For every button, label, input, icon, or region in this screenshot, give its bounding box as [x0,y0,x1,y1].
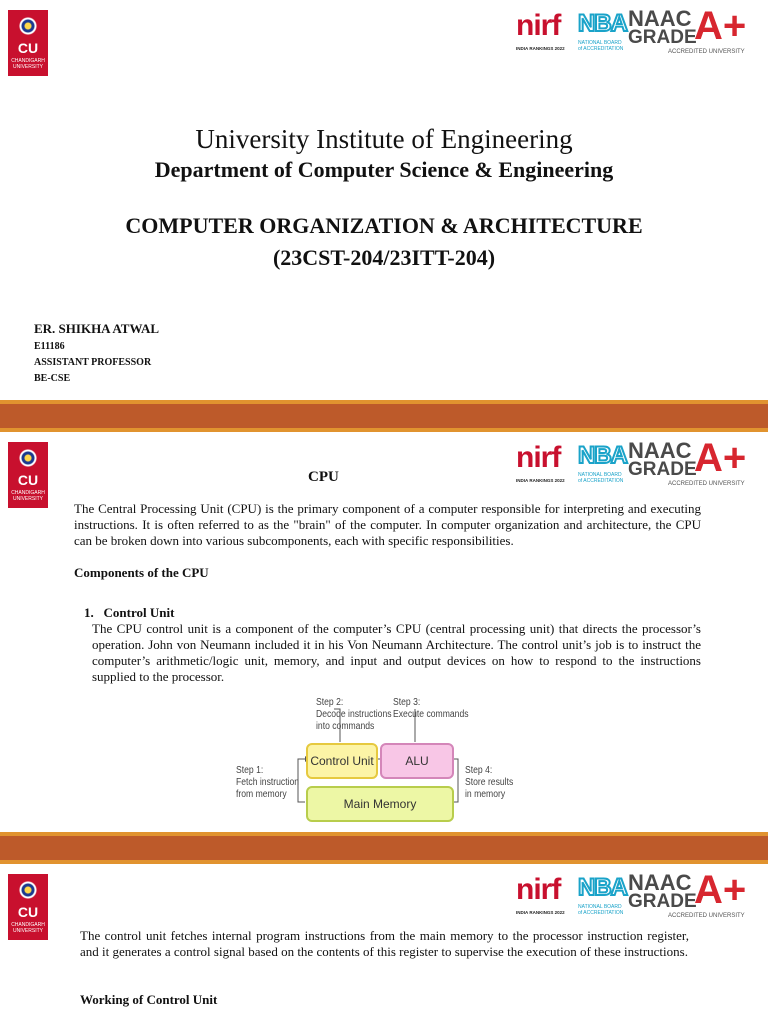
naac-grade: A+ [694,436,747,480]
nirf-logo-text: nirf [516,9,561,42]
naac-grade-word: GRADE [628,459,697,480]
step2-text: Step 2: Decode instructions into commands [316,697,392,732]
nba-tag-line-2: of ACCREDITATION [578,478,624,484]
step3-text: Step 3: Execute commands [393,697,469,720]
control-unit-fetch-paragraph: The control unit fetches internal program instructions from the main memory to the processor instruction register, and it generates a control signal based on the contents of this register to supervise the execution of these instructions. [80,928,689,959]
title-slide [0,0,768,400]
step1-text: Step 1: Fetch instruction from memory [236,765,300,800]
cu-logo-subtext: CHANDIGARH UNIVERSITY [11,922,45,934]
nirf-logo-tag: INDIA RANKINGS 2022 [516,46,565,51]
naac-logo-text: NAAC [628,870,692,895]
chandigarh-university-logo [8,10,48,76]
control-unit-diagram [228,687,514,827]
cpu-intro-paragraph: The Central Processing Unit (CPU) is the primary component of a computer responsible for interpreting and executing instructions. It is often referred to as the "brain" of the computer. In computer organization and architecture, the CPU can be broken down into various subcomponents, each with specific responsibilities. [74,501,701,548]
control-unit-box: Control Unit [306,743,378,779]
nba-tag-line-2: of ACCREDITATION [578,910,624,916]
author-department: BE-CSE [34,373,71,384]
cu-logo-subtext: CHANDIGARH UNIVERSITY [11,490,45,502]
nba-logo [578,442,627,488]
naac-logo [628,868,760,922]
nirf-logo [516,874,572,920]
nba-logo-text: NBA [578,874,627,901]
naac-logo [628,436,760,490]
naac-accredited-text: ACCREDITED UNIVERSITY [668,481,745,487]
nba-tag-line-2: of ACCREDITATION [578,46,624,52]
naac-grade-word: GRADE [628,891,697,912]
control-unit-slide [0,864,768,1024]
alu-box: ALU [380,743,454,779]
naac-accredited-text: ACCREDITED UNIVERSITY [668,49,745,55]
cu-emblem-icon [16,878,40,902]
nirf-logo-tag: INDIA RANKINGS 2022 [516,478,565,483]
slide-title: CPU [308,469,339,485]
main-memory-box: Main Memory [306,786,454,822]
nba-tag-line-1: NATIONAL BOARD [578,472,622,478]
nirf-logo [516,442,572,488]
naac-grade: A+ [694,4,747,48]
nba-logo-tag [578,904,623,916]
nba-logo [578,874,627,920]
author-name: ER. SHIKHA ATWAL [34,321,160,336]
naac-grade: A+ [694,868,747,912]
author-id: E11186 [34,341,65,352]
nirf-logo-tag: INDIA RANKINGS 2022 [516,910,565,915]
nba-logo-tag [578,40,623,52]
cu-logo-text: CU [17,472,39,488]
accreditation-logos [516,868,760,922]
cpu-slide [0,432,768,832]
nba-logo-text: NBA [578,442,627,469]
accreditation-logos [516,436,760,490]
naac-grade-word: GRADE [628,27,697,48]
nirf-logo [516,10,572,56]
cu-logo-text: CU [17,40,39,56]
course-title: COMPUTER ORGANIZATION & ARCHITECTURE [125,213,643,238]
naac-accredited-text: ACCREDITED UNIVERSITY [668,913,745,919]
step4-note [465,765,513,801]
components-heading: Components of the CPU [74,565,209,580]
nba-tag-line-1: NATIONAL BOARD [578,904,622,910]
nirf-logo-text: nirf [516,441,561,474]
author-role: ASSISTANT PROFESSOR [34,357,152,368]
nba-tag-line-1: NATIONAL BOARD [578,40,622,46]
nba-logo-text: NBA [578,10,627,37]
control-unit-heading: 1. Control Unit [84,605,175,620]
accreditation-logos [516,4,760,58]
slide-separator [0,400,768,432]
control-unit-paragraph: The CPU control unit is a component of the computer’s CPU (central processing unit) that directs the processor’s operation. John von Neumann included it in his Von Neumann Architecture. The control unit’s job is to instruct the computer’s arithmetic/logic unit, memory, and input and output devices on how to respond to the instructions supplied to the processor. [92,621,701,684]
cu-logo-text: CU [17,904,39,920]
step4-text: Step 4: Store results in memory [465,765,514,800]
department-title: Department of Computer Science & Engineering [154,157,614,182]
chandigarh-university-logo [8,442,48,508]
naac-logo [628,4,760,58]
nirf-logo-text: nirf [516,873,561,906]
cu-logo-subtext: CHANDIGARH UNIVERSITY [11,58,45,70]
course-code: (23CST-204/23ITT-204) [272,245,496,270]
working-heading: Working of Control Unit [80,992,218,1007]
step2-note [316,697,392,733]
slide-separator [0,832,768,864]
step3-note [393,697,469,721]
institute-title: University Institute of Engineering [195,124,573,154]
nba-logo-tag [578,472,623,484]
naac-logo-text: NAAC [628,438,692,463]
naac-logo-text: NAAC [628,6,692,31]
step1-note [236,765,299,801]
cu-emblem-icon [16,446,40,470]
chandigarh-university-logo [8,874,48,940]
nba-logo [578,10,627,56]
cu-emblem-icon [16,14,40,38]
